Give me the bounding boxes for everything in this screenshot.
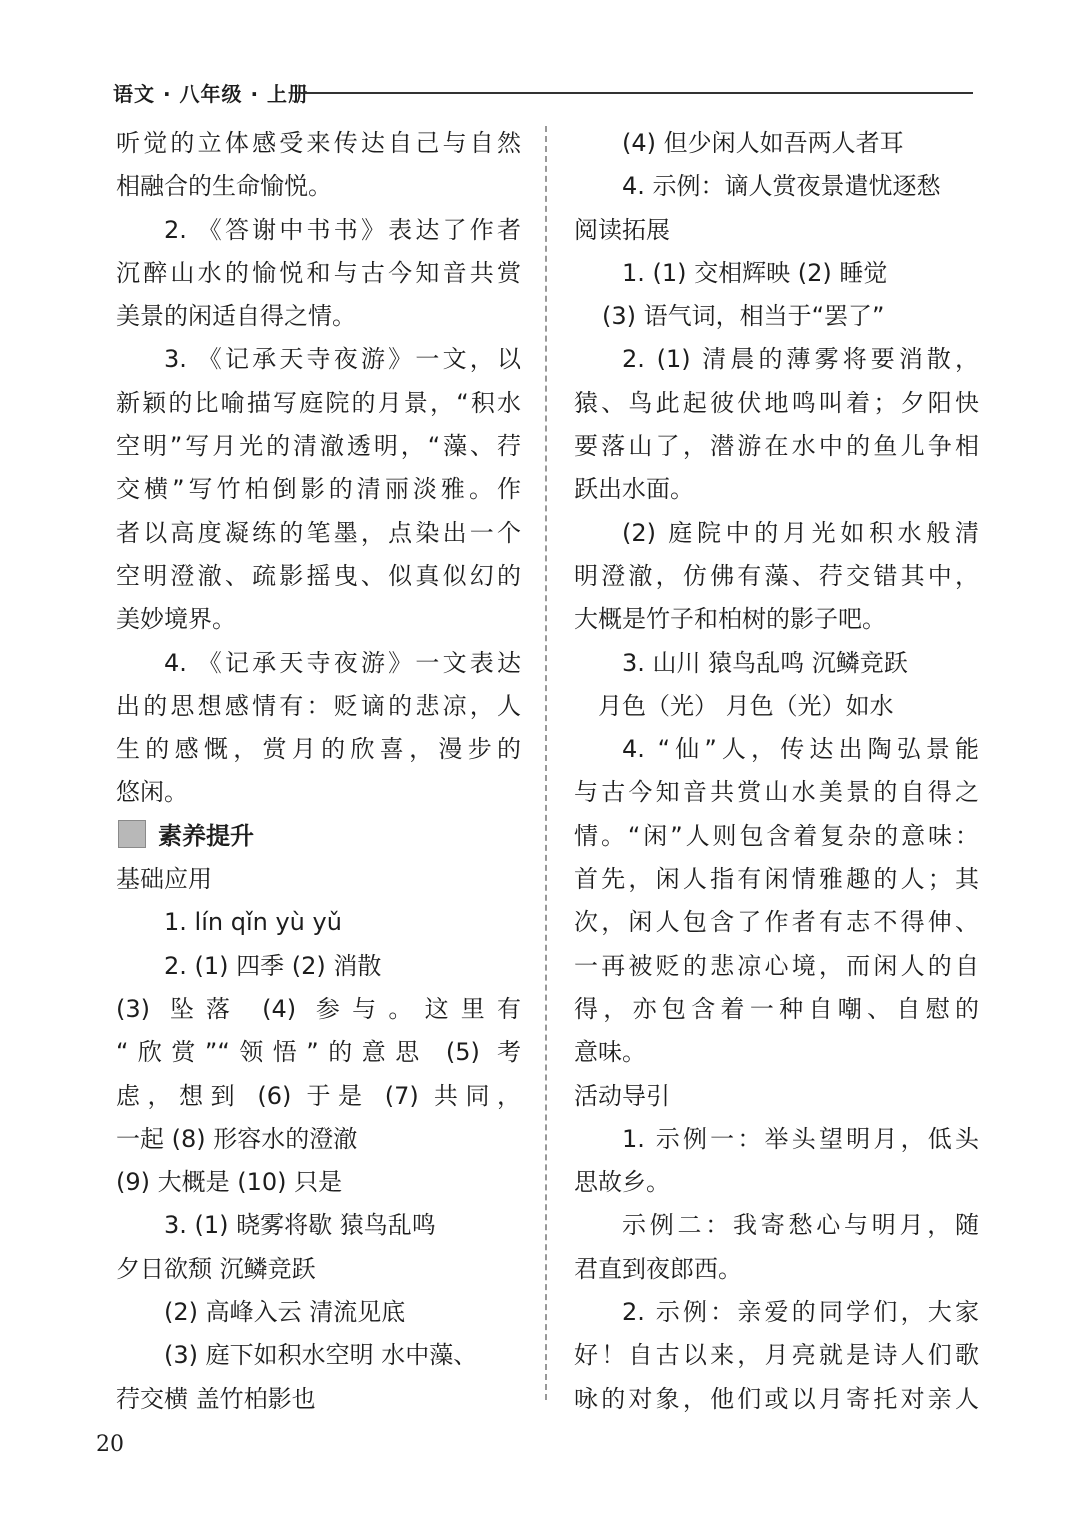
text-line-content: 与古今知音共赏山水美景的自得之 [574, 778, 979, 807]
text-line-content: 情。“闲”人则包含着复杂的意味： [574, 821, 979, 850]
text-line [574, 1378, 979, 1421]
text-line [116, 512, 521, 555]
text-line [574, 771, 979, 814]
text-line [116, 1291, 521, 1334]
text-line-content: 者以高度凝练的笔墨，点染出一个 [116, 518, 521, 547]
text-line [574, 555, 979, 598]
header-rule [301, 92, 973, 94]
text-line-content: (3) 庭下如积水空明 水中藻、 [164, 1341, 478, 1370]
header-title: 语文 · 八年级 · 上册 [113, 82, 310, 106]
text-line [574, 1204, 979, 1247]
text-line [574, 815, 979, 858]
text-line-content: 美妙境界。 [116, 605, 236, 634]
page-number: 20 [96, 1432, 124, 1457]
text-line [574, 1118, 979, 1161]
text-line-content: 空明澄澈、疏影摇曳、似真似幻的 [116, 561, 521, 590]
text-line [116, 1118, 521, 1161]
text-line-content: 猿、鸟此起彼伏地鸣叫着；夕阳快 [574, 388, 979, 417]
text-line [574, 1031, 979, 1074]
text-line [574, 425, 979, 468]
text-line-content: 新颖的比喻描写庭院的月景，“积水 [116, 388, 521, 417]
text-line [116, 988, 521, 1031]
text-line-content: (3) 坠落 (4) 参与。这里有 [116, 994, 521, 1023]
text-line [574, 1248, 979, 1291]
column-divider [545, 126, 547, 1400]
text-line-content: 2. (1) 四季 (2) 消散 [164, 951, 382, 980]
text-line [116, 858, 521, 901]
text-line [116, 1075, 521, 1118]
section-square-icon [118, 820, 146, 848]
text-line-content: 夕日欲颓 沉鳞竞跃 [116, 1254, 316, 1283]
text-line-content: 阅读拓展 [574, 215, 670, 244]
text-line-content: 一起 (8) 形容水的澄澈 [116, 1124, 358, 1153]
text-line-content: (9) 大概是 (10) 只是 [116, 1168, 343, 1197]
text-line-content: 4. 示例：谪人赏夜景遣忧逐愁 [622, 172, 941, 201]
text-line [574, 642, 979, 685]
text-line-content: 1. (1) 交相辉映 (2) 睡觉 [622, 258, 888, 287]
text-line [116, 945, 521, 988]
text-line-content: 交横”写竹柏倒影的清丽淡雅。作 [116, 475, 521, 504]
text-line [574, 382, 979, 425]
text-line-content: (4) 但少闲人如吾两人者耳 [622, 129, 904, 157]
text-line [574, 1334, 979, 1377]
text-line-content: “欣赏”“领悟”的意思 (5) 考 [116, 1038, 521, 1067]
text-line-content: 4. “仙”人，传达出陶弘景能 [622, 735, 979, 764]
text-line [116, 1334, 521, 1377]
text-line [574, 209, 979, 252]
text-line-content: 得，亦包含着一种自嘲、自慰的 [574, 994, 979, 1023]
text-line [574, 901, 979, 944]
text-line [574, 468, 979, 511]
text-line [574, 165, 979, 208]
text-line [574, 945, 979, 988]
text-line-content: 3. 山川 猿鸟乱鸣 沉鳞竞跃 [622, 648, 908, 677]
text-line-content: 素养提升 [158, 821, 254, 850]
text-line [574, 1075, 979, 1118]
text-line [116, 209, 521, 252]
text-line-content: 咏的对象，他们或以月寄托对亲人 [574, 1384, 979, 1413]
text-line-content: (2) 高峰入云 清流见底 [164, 1298, 406, 1327]
text-line [116, 252, 521, 295]
text-line [116, 1031, 521, 1074]
text-line [574, 988, 979, 1031]
text-line [574, 598, 979, 641]
text-line-content: 首先，闲人指有闲情雅趣的人；其 [574, 865, 979, 894]
text-line-content: 月色（光） 月色（光）如水 [598, 691, 894, 720]
text-line [116, 728, 521, 771]
text-line [116, 598, 521, 641]
text-line [574, 1291, 979, 1334]
text-line-content: 要落山了，潜游在水中的鱼儿争相 [574, 432, 979, 461]
text-line-content: 君直到夜郎西。 [574, 1254, 742, 1283]
text-line-content: 听觉的立体感受来传达自己与自然 [116, 129, 521, 157]
text-line [116, 1204, 521, 1247]
text-line-content: 明澄澈，仿佛有藻、荇交错其中， [574, 561, 979, 590]
text-line [116, 425, 521, 468]
text-line-content: (2) 庭院中的月光如积水般清 [622, 518, 979, 547]
text-line-content: 基础应用 [116, 865, 212, 894]
text-line-content: 荇交横 盖竹柏影也 [116, 1384, 316, 1413]
text-line [574, 512, 979, 555]
text-line [574, 685, 979, 728]
text-line [574, 295, 979, 338]
text-line-content: 3. 《记承天寺夜游》一文，以 [164, 345, 521, 374]
text-line-content: 悠闲。 [116, 778, 188, 807]
text-line-content: 2. 示例：亲爱的同学们，大家 [622, 1298, 979, 1327]
text-line-content: 生的感慨，赏月的欣喜，漫步的 [116, 735, 521, 764]
text-line-content: 一再被贬的悲凉心境，而闲人的自 [574, 951, 979, 980]
text-line [116, 815, 521, 858]
text-line [574, 728, 979, 771]
text-line-content: 2. 《答谢中书书》表达了作者 [164, 215, 521, 244]
text-line-content: 活动导引 [574, 1081, 670, 1110]
text-line [574, 858, 979, 901]
text-line [116, 1378, 521, 1421]
text-line-content: 1. 示例一：举头望明月，低头 [622, 1124, 979, 1153]
text-line [574, 252, 979, 295]
text-line-content: 示例二：我寄愁心与明月，随 [622, 1211, 979, 1240]
text-line-content: 3. (1) 晓雾将歇 猿鸟乱鸣 [164, 1211, 436, 1240]
text-line-content: 跃出水面。 [574, 475, 694, 504]
text-line [116, 338, 521, 381]
text-line [116, 382, 521, 425]
text-line [116, 468, 521, 511]
text-line-content: (3) 语气词，相当于“罢了” [602, 302, 885, 331]
right-column [574, 122, 979, 1421]
text-line [574, 338, 979, 381]
text-line [116, 1161, 521, 1204]
text-line-content: 1. lín qǐn yù yǔ [164, 908, 342, 937]
text-line [116, 555, 521, 598]
text-line-content: 4. 《记承天寺夜游》一文表达 [164, 648, 521, 677]
text-line [116, 901, 521, 944]
text-line-content: 大概是竹子和柏树的影子吧。 [574, 605, 886, 634]
text-line [116, 642, 521, 685]
text-line-content: 美景的闲适自得之情。 [116, 302, 356, 331]
text-line-content: 出的思想感情有：贬谪的悲凉，人 [116, 691, 521, 720]
text-line-content: 相融合的生命愉悦。 [116, 172, 332, 201]
left-column [116, 122, 521, 1421]
text-line [574, 122, 979, 165]
text-line-content: 虑，想到 (6) 于是 (7) 共同， [116, 1081, 521, 1110]
watermark-logo [865, 1474, 1043, 1534]
text-line [116, 122, 521, 165]
text-line-content: 沉醉山水的愉悦和与古今知音共赏 [116, 258, 521, 287]
text-line-content: 空明”写月光的清澈透明，“藻、荇 [116, 432, 521, 461]
text-line-content: 意味。 [574, 1038, 646, 1067]
text-line-content: 2. (1) 清晨的薄雾将要消散， [622, 345, 979, 374]
text-line-content: 好！自古以来，月亮就是诗人们歌 [574, 1341, 979, 1370]
page-header [113, 72, 973, 112]
text-line-content: 思故乡。 [574, 1168, 670, 1197]
text-line [574, 1161, 979, 1204]
text-line [116, 165, 521, 208]
text-line [116, 771, 521, 814]
text-line [116, 295, 521, 338]
text-line-content: 次，闲人包含了作者有志不得伸、 [574, 908, 979, 937]
text-line [116, 1248, 521, 1291]
text-line [116, 685, 521, 728]
